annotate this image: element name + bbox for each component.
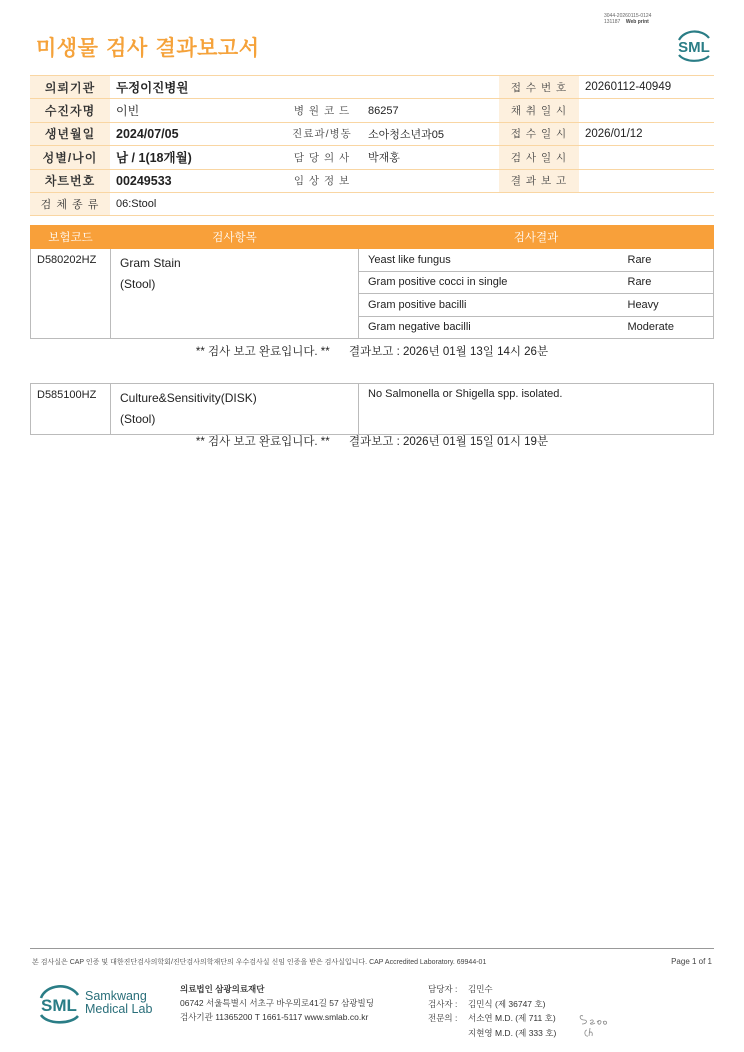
test2-done-line <box>0 433 744 449</box>
hospital-code-value: 86257 <box>362 99 499 122</box>
result-name: Yeast like fungus <box>359 249 619 272</box>
result-value: Moderate <box>619 316 714 339</box>
print-code-line2: 131187 Web print <box>604 19 649 25</box>
gram-stain-table <box>30 225 714 339</box>
brand-line1: Samkwang <box>85 989 147 1003</box>
print-code <box>604 13 651 25</box>
hospital-code-label: 병 원 코 드 <box>282 99 362 122</box>
org-address: 06742 서울특별시 서초구 바우뫼로41길 57 삼광빌딩 <box>180 998 374 1008</box>
org-name: 의료법인 삼광의료재단 <box>180 984 265 994</box>
staff-row: 검사자 : 김민식 (제 36747 호) <box>428 998 546 1009</box>
result-name: Gram positive cocci in single <box>359 271 619 294</box>
accreditation-note: 본 검사실은 CAP 인증 및 대한진단검사의학회/진단검사의학재단의 우수검사실 신임 인증을 받은 검사실입니다. CAP Accredited Laboratory. 69944-01 <box>32 959 487 966</box>
test1-done-text: ** 검사 보고 완료입니다. ** <box>195 346 330 358</box>
patient-info-table <box>30 75 714 216</box>
reception-no-label: 접 수 번 호 <box>499 76 579 99</box>
culture-table <box>30 383 714 435</box>
result-name: Gram negative bacilli <box>359 316 619 339</box>
table-row <box>31 249 714 272</box>
specimen-value: 06:Stool <box>110 192 714 215</box>
test1-report-time: 결과보고 : 2026년 01월 13일 14시 26분 <box>348 346 549 358</box>
info-row <box>30 146 714 169</box>
test2-report-time: 결과보고 : 2026년 01월 15일 01시 19분 <box>348 436 549 448</box>
staff-row: 지현영 M.D. (제 333 호) <box>468 1027 557 1038</box>
brand-line2: Medical Lab <box>85 1002 153 1016</box>
footer-divider <box>30 948 714 949</box>
report-label: 결 과 보 고 <box>499 169 579 192</box>
table-row <box>31 384 714 435</box>
result-text: No Salmonella or Shigella spp. isolated. <box>359 384 714 435</box>
reception-no-value: 20260112-40949 <box>579 76 714 99</box>
sml-logo <box>673 26 715 64</box>
requester-value: 두정이진병원 <box>110 76 499 99</box>
doctor-value: 박재홍 <box>362 146 499 169</box>
report-title: 미생물 검사 결과보고서 <box>36 36 260 60</box>
org-contact: 검사기관 11365200 T 1661-5117 www.smlab.co.kr <box>180 1012 369 1022</box>
test-item-specimen: (Stool) <box>120 412 156 426</box>
test-item-name: Culture&Sensitivity(DISK) <box>120 391 257 405</box>
clinical-label: 임 상 정 보 <box>282 169 362 192</box>
info-row <box>30 122 714 145</box>
test2-done-text: ** 검사 보고 완료입니다. ** <box>195 436 330 448</box>
header-code: 보험코드 <box>31 226 111 249</box>
header-item: 검사항목 <box>111 226 359 249</box>
test-item-specimen: (Stool) <box>120 277 156 291</box>
collect-date-value <box>579 99 714 122</box>
org-info <box>180 982 374 1024</box>
test-item-name: Gram Stain <box>120 256 181 270</box>
page-number: Page 1 of 1 <box>671 957 712 966</box>
doctor-label: 담 당 의 사 <box>282 146 362 169</box>
staff-info <box>428 982 556 1040</box>
test-date-value <box>579 146 714 169</box>
staff-row: 전문의 : 서소연 M.D. (제 711 호) <box>428 1013 556 1023</box>
signature <box>577 1010 611 1040</box>
result-name: Gram positive bacilli <box>359 294 619 317</box>
result-value: Rare <box>619 249 714 272</box>
reception-date-value: 2026/01/12 <box>579 122 714 145</box>
info-row <box>30 192 714 215</box>
patient-value: 이빈 <box>110 99 282 122</box>
reception-date-label: 접 수 일 시 <box>499 122 579 145</box>
test-item <box>111 384 359 435</box>
chart-no-label: 차트번호 <box>30 169 110 192</box>
test-code: D585100HZ <box>31 384 111 435</box>
brand-name <box>85 990 152 1016</box>
sml-footer-logo-text: SML <box>41 996 77 1015</box>
sex-age-value: 남 / 1(18개월) <box>110 146 282 169</box>
birth-value: 2024/07/05 <box>110 122 282 145</box>
info-row <box>30 76 714 99</box>
info-row <box>30 99 714 122</box>
test1-done-line <box>0 343 744 359</box>
test-item <box>111 249 359 339</box>
result-value: Rare <box>619 271 714 294</box>
info-row <box>30 169 714 192</box>
print-code-line1: 3044-20260115-0124 <box>604 13 652 19</box>
header-result: 검사결과 <box>359 226 714 249</box>
dept-label: 진료과/병동 <box>282 122 362 145</box>
birth-label: 생년월일 <box>30 122 110 145</box>
dept-value: 소아청소년과05 <box>362 122 499 145</box>
test-code: D580202HZ <box>31 249 111 339</box>
results-header-row <box>31 226 714 249</box>
test-date-label: 검 사 일 시 <box>499 146 579 169</box>
collect-date-label: 채 취 일 시 <box>499 99 579 122</box>
sml-logo-text: SML <box>678 39 710 56</box>
result-value: Heavy <box>619 294 714 317</box>
clinical-value <box>362 169 499 192</box>
sex-age-label: 성별/나이 <box>30 146 110 169</box>
patient-label: 수진자명 <box>30 99 110 122</box>
report-value <box>579 169 714 192</box>
specimen-label: 검 체 종 류 <box>30 192 110 215</box>
requester-label: 의뢰기관 <box>30 76 110 99</box>
staff-row: 담당자 : 김민수 <box>428 984 493 994</box>
sml-footer-logo <box>36 982 84 1026</box>
chart-no-value: 00249533 <box>110 169 282 192</box>
